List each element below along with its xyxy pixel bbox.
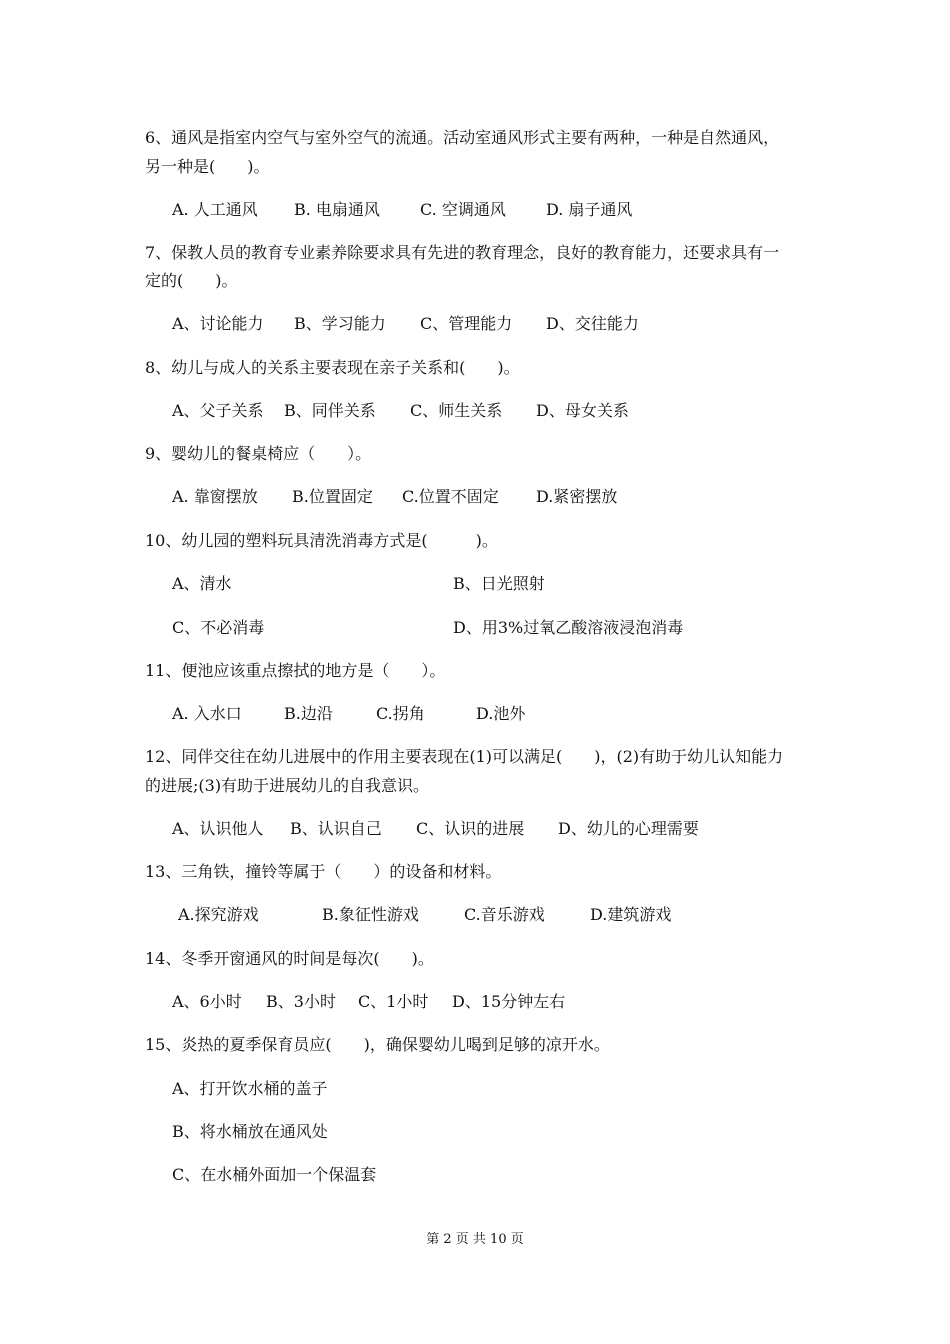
option-b: B、同伴关系 (284, 401, 376, 420)
option-d: D.紧密摆放 (536, 487, 618, 506)
option-c: C、认识的进展 (416, 819, 525, 838)
question-15-option-b: B、将水桶放在通风处 (172, 1122, 328, 1141)
option-d: D.池外 (476, 704, 526, 723)
option-c: C、1小时 (358, 992, 429, 1011)
option-d: D、幼儿的心理需要 (558, 819, 699, 838)
question-7-line-1: 7、保教人员的教育专业素养除要求具有先进的教育理念，良好的教育能力，还要求具有一 (145, 243, 780, 262)
option-a: A、讨论能力 (172, 314, 264, 333)
option-c: C、师生关系 (410, 401, 503, 420)
option-c: C、管理能力 (420, 314, 513, 333)
option-a: A、6小时 (172, 992, 242, 1011)
question-8-line-1: 8、幼儿与成人的关系主要表现在亲子关系和( )。 (145, 358, 520, 377)
question-14-line-1: 14、冬季开窗通风的时间是每次( )。 (145, 949, 434, 968)
question-14-options (172, 992, 565, 1012)
option-a: A、父子关系 (172, 401, 264, 420)
option-b: B、3小时 (266, 992, 336, 1011)
question-13-line-1: 13、三角铁，撞铃等属于（ ）的设备和材料。 (145, 862, 502, 881)
option-d: D.建筑游戏 (590, 905, 672, 924)
option-b: B.边沿 (284, 704, 333, 723)
question-10-option-b: B、日光照射 (453, 574, 545, 593)
question-10-option-d: D、用3%过氧乙酸溶液浸泡消毒 (453, 618, 684, 637)
question-15-option-a: A、打开饮水桶的盖子 (172, 1079, 328, 1098)
option-d: D、交往能力 (546, 314, 639, 333)
question-11-options (172, 704, 525, 724)
option-a: A. 入水口 (172, 704, 242, 723)
option-b: B、学习能力 (294, 314, 386, 333)
option-a: A.探究游戏 (178, 905, 259, 924)
question-10-line-1: 10、幼儿园的塑料玩具清洗消毒方式是( )。 (145, 531, 498, 550)
option-a: A、认识他人 (172, 819, 264, 838)
option-b: B. 电扇通风 (294, 200, 380, 219)
question-10-option-c: C、不必消毒 (172, 618, 265, 637)
question-7-line-2: 定的( )。 (145, 271, 238, 290)
option-b: B.位置固定 (292, 487, 373, 506)
question-12-line-1: 12、同伴交往在幼儿进展中的作用主要表现在(1)可以满足( )，(2)有助于幼儿认知能力 (145, 747, 784, 766)
question-9-options (172, 487, 617, 507)
question-12-options (172, 819, 699, 839)
option-d: D. 扇子通风 (546, 200, 633, 219)
option-c: C.音乐游戏 (464, 905, 545, 924)
question-9-line-1: 9、婴幼儿的餐桌椅应（ ）。 (145, 444, 372, 463)
option-a: A. 人工通风 (172, 200, 258, 219)
option-c: C. 空调通风 (420, 200, 506, 219)
question-6-line-2: 另一种是( )。 (145, 157, 270, 176)
option-b: B、认识自己 (290, 819, 382, 838)
option-d: D、15分钟左右 (452, 992, 566, 1011)
question-6-options (172, 200, 632, 220)
question-13-options (178, 905, 671, 925)
question-6-line-1: 6、通风是指室内空气与室外空气的流通。活动室通风形式主要有两种，一种是自然通风， (145, 128, 780, 147)
question-12-line-2: 的进展;(3)有助于进展幼儿的自我意识。 (145, 776, 430, 795)
option-a: A. 靠窗摆放 (172, 487, 258, 506)
question-11-line-1: 11、便池应该重点擦拭的地方是（ ）。 (145, 661, 446, 680)
question-10-option-a: A、清水 (172, 574, 232, 593)
question-7-options (172, 314, 639, 334)
page-footer: 第 2 页 共 10 页 (426, 1232, 524, 1247)
question-15-option-c: C、在水桶外面加一个保温套 (172, 1165, 377, 1184)
question-8-options (172, 401, 629, 421)
question-15-line-1: 15、炎热的夏季保育员应( )，确保婴幼儿喝到足够的凉开水。 (145, 1035, 610, 1054)
option-c: C.位置不固定 (402, 487, 499, 506)
option-b: B.象征性游戏 (322, 905, 419, 924)
option-c: C.拐角 (376, 704, 425, 723)
option-d: D、母女关系 (536, 401, 629, 420)
